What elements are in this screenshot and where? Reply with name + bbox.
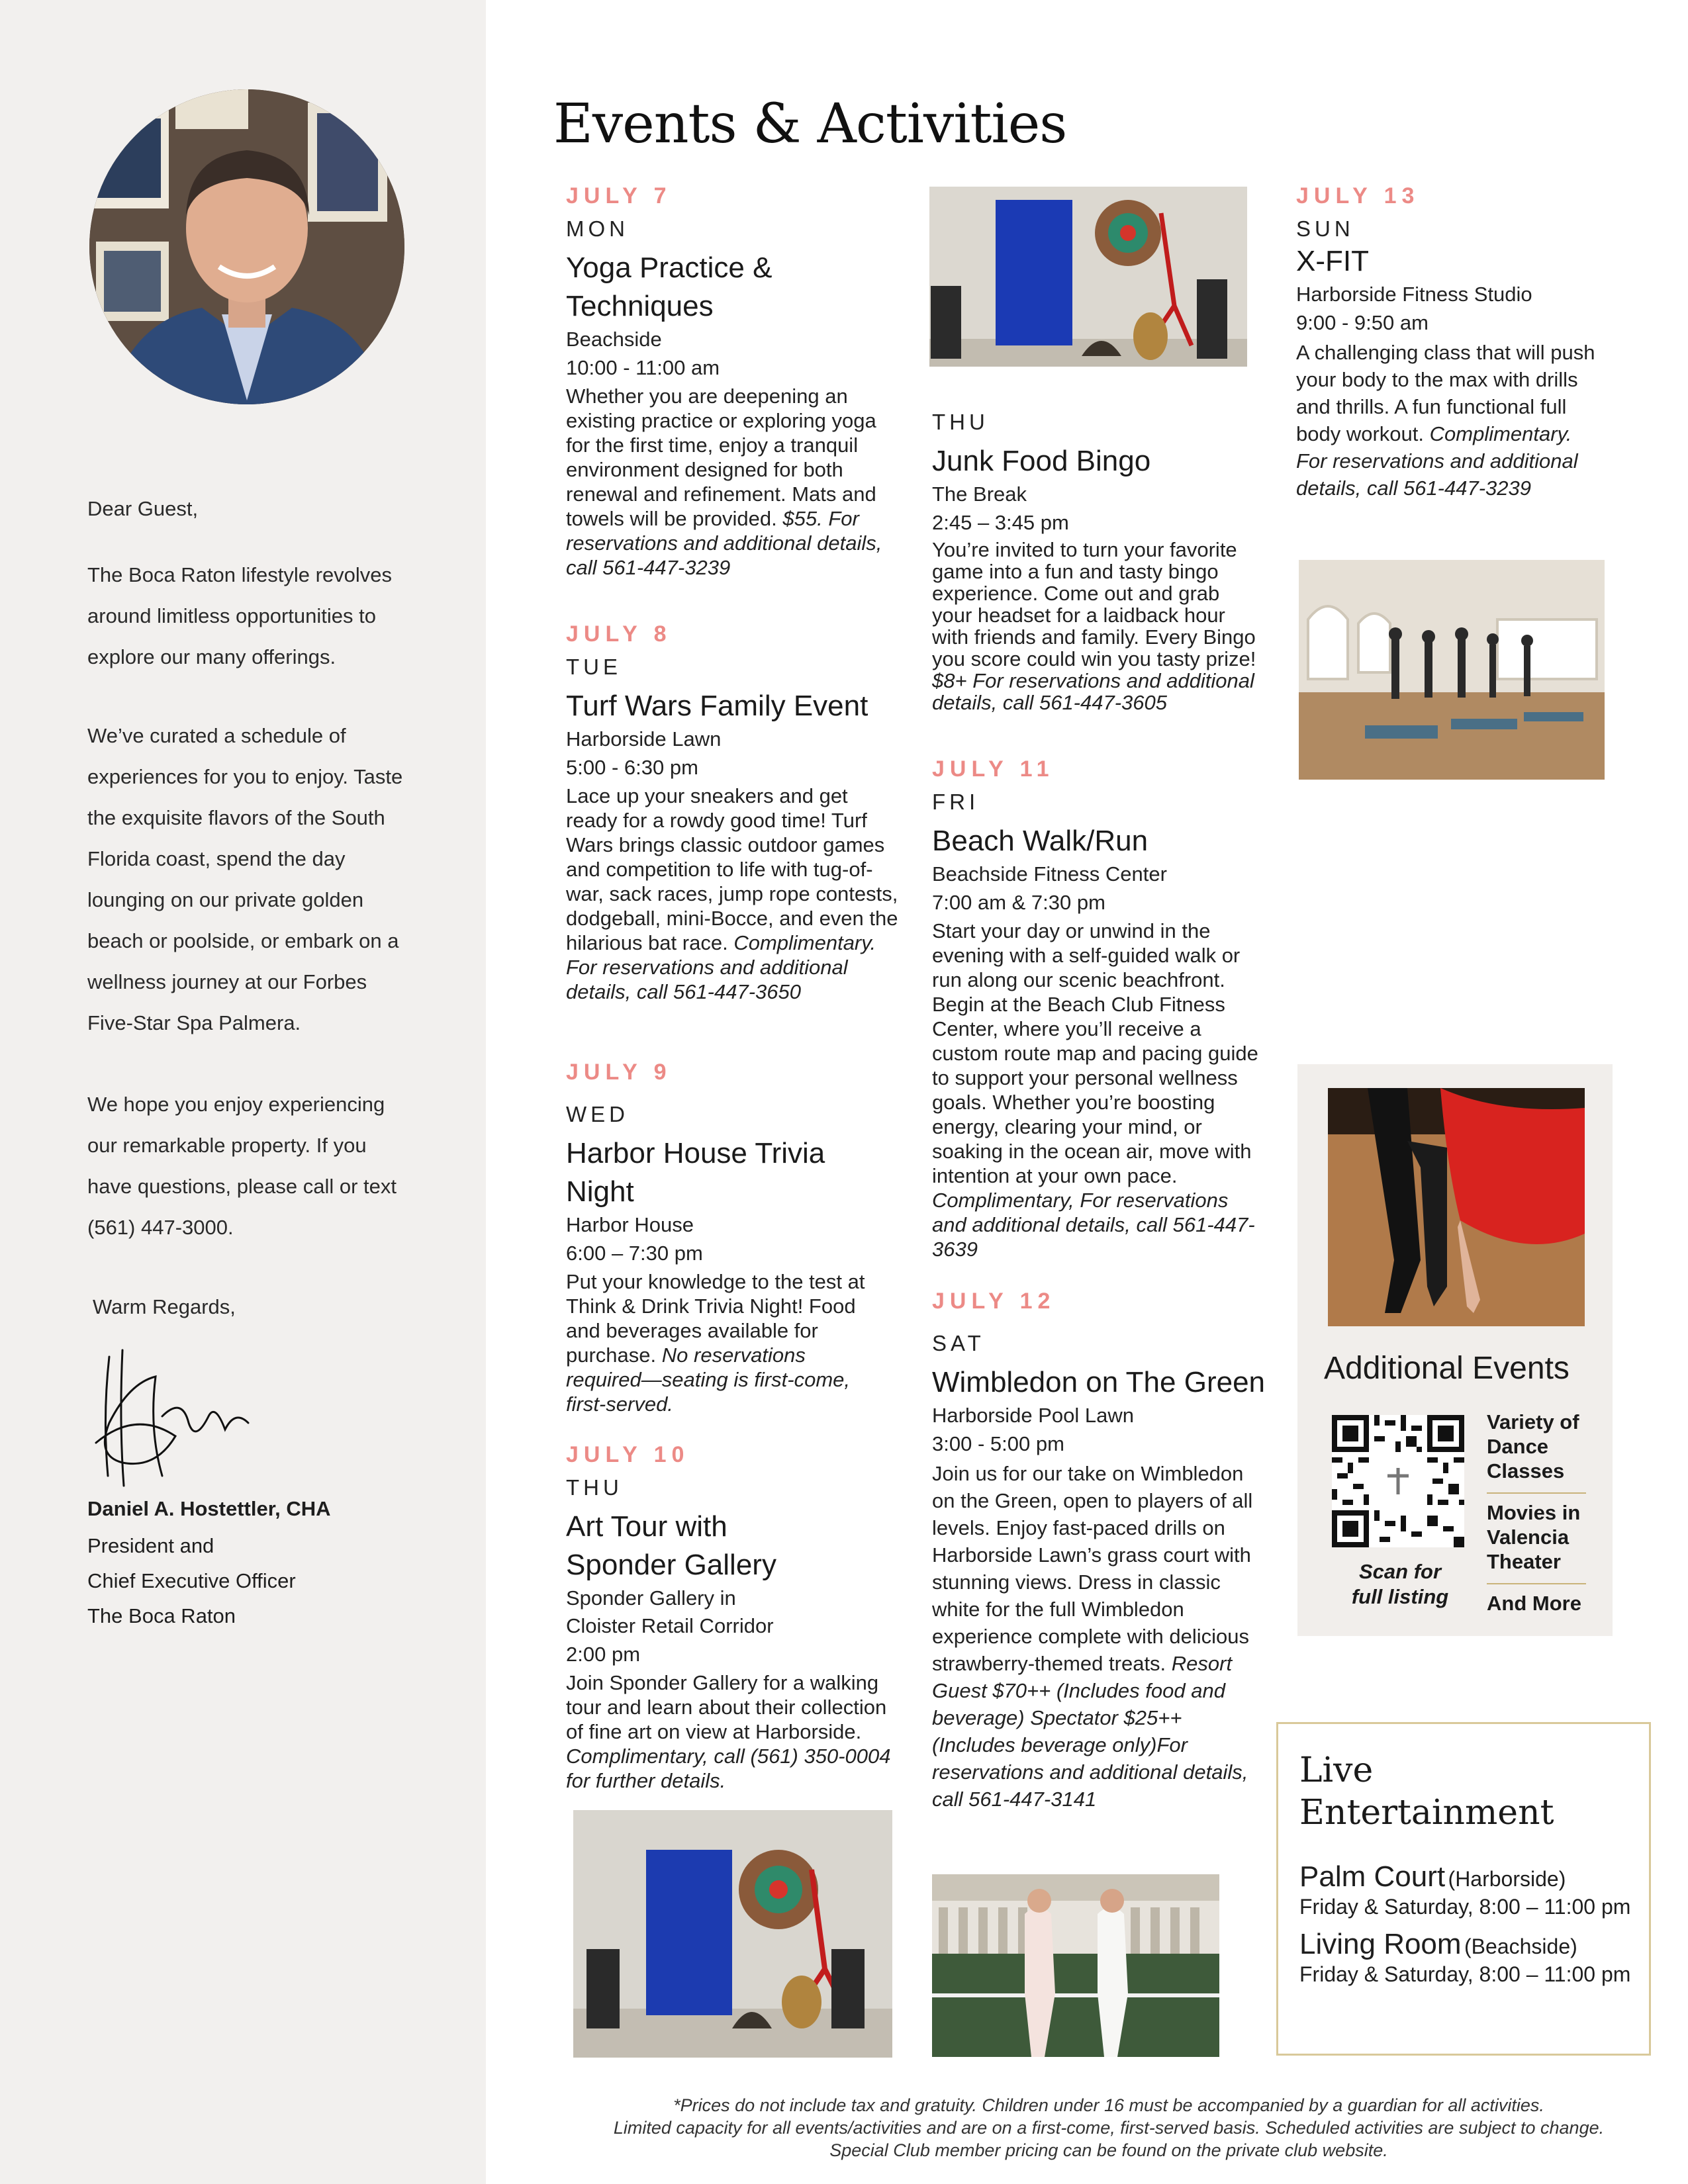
event-description: Put your knowledge to the test at Think & Drink Trivia Night! Food and beverages available for purchase. No reservations required—seating is first-come, first-served. (566, 1270, 865, 1416)
dance-illustration (1328, 1088, 1585, 1326)
letter-line: We’ve curated a schedule of (87, 724, 346, 747)
venue-area: (Beachside) (1464, 1934, 1577, 1958)
signer-org: The Boca Raton (87, 1604, 236, 1627)
event-wimbledon (932, 1288, 1266, 1813)
qr-code-pattern (1332, 1415, 1464, 1547)
event-day: MON (566, 216, 629, 241)
event-time: 5:00 - 6:30 pm (566, 756, 698, 779)
event-location: Beachside (566, 328, 662, 351)
event-details: No reservations required—seating is first-come, first-served. (566, 1343, 850, 1416)
event-day: FRI (932, 790, 980, 814)
additional-events-list (1487, 1410, 1586, 1615)
event-description: Join us for our take on Wimbledon on the Green, open to players of all levels. Enjoy fast-paced drills on Harborside Lawn’s grass court with stunning views. Dress in classic white for the full Wimbledon experience complete with delicious strawberry-themed treats. Resort Guest $70++ (Includes food and beverage) Spectator $25++ (Includes beverage only)For reservations and additional details, call 561-447-3141 (932, 1462, 1253, 1811)
event-location: The Break (932, 482, 1027, 506)
venue-area: (Harborside) (1448, 1867, 1566, 1891)
tennis-photo (932, 1874, 1219, 2057)
fitness-illustration (1299, 560, 1605, 780)
event-details: Complimentary, call (561) 350-0004 for further details. (566, 1745, 891, 1792)
event-description: Join Sponder Gallery for a walking tour and learn about their collection of fine art on view at Harborside. Complimentary, call (561) 350-0004 for further details. (566, 1671, 891, 1792)
letter-closing: Warm Regards, (93, 1295, 236, 1318)
live-entertainment-panel (1276, 1722, 1651, 2056)
venue-name: Living Room (1299, 1928, 1462, 1960)
qr-caption-line: full listing (1351, 1585, 1449, 1608)
event-description: Whether you are deepening an existing practice or exploring yoga for the first time, enjoy a tranquil environment designed for both renewal and refinement. Mats and towels will be provided. $55. For reservations and additional details, call 561-447-3239 (566, 385, 882, 579)
event-details: $8+ For reservations and additional details, call 561-447-3605 (932, 669, 1254, 714)
event-description: Lace up your sneakers and get ready for a rowdy good time! Turf Wars brings classic outdoor games and competition to life with tug-of-war, sack races, jump rope contests, dodgeball, mini-Bocce, and even the hilarious bat race. Complimentary. For reservations and additional details, call 561-447-3650 (566, 784, 898, 1003)
event-title: Art Tour with Sponder Gallery (566, 1510, 776, 1581)
letter-line: We hope you enjoy experiencing (87, 1093, 385, 1116)
venue-palm-court (1299, 1860, 1630, 1919)
event-day: THU (566, 1475, 623, 1500)
signer-title: President and (87, 1534, 214, 1557)
event-time: 3:00 - 5:00 pm (932, 1432, 1064, 1455)
qr-caption-line: Scan for (1358, 1560, 1442, 1583)
tennis-illustration (932, 1874, 1219, 2057)
page-title: Events & Activities (553, 93, 1067, 156)
letter-line: have questions, please call or text (87, 1175, 397, 1198)
venue-schedule: Friday & Saturday, 8:00 – 11:00 pm (1299, 1962, 1631, 1986)
event-day: SAT (932, 1331, 985, 1355)
letter-line: beach or poolside, or embark on a (87, 929, 399, 952)
event-title: Yoga Practice & Techniques (566, 251, 773, 322)
live-title-line: Live (1299, 1751, 1374, 1790)
footnote-line: Special Club member pricing can be found on the private club website. (829, 2140, 1388, 2160)
event-location: Beachside Fitness Center (932, 862, 1167, 886)
event-trivia (566, 1059, 884, 1416)
letter-line: experiences for you to enjoy. Taste (87, 765, 403, 788)
footnote-line: *Prices do not include tax and gratuity. Children under 16 must be accompanied by a guardian for all activities. (673, 2095, 1544, 2115)
event-turf-wars (566, 621, 900, 1004)
event-time: 2:45 – 3:45 pm (932, 511, 1069, 534)
dance-photo (1328, 1088, 1585, 1326)
live-title-line: Entertainment (1299, 1793, 1554, 1833)
letter-line: lounging on our private golden (87, 888, 364, 911)
event-date: JULY 12 (932, 1289, 1056, 1314)
event-yoga (566, 183, 897, 580)
event-location: Sponder Gallery in Cloister Retail Corridor (566, 1586, 774, 1637)
gallery-illustration (573, 1810, 892, 2058)
qr-code[interactable] (1332, 1415, 1464, 1547)
event-time: 2:00 pm (566, 1643, 641, 1666)
gallery-photo (929, 187, 1247, 367)
event-date: JULY 8 (566, 621, 672, 647)
event-title: Beach Walk/Run (932, 825, 1149, 857)
portrait-illustration (89, 89, 404, 404)
letter-sidebar (0, 0, 486, 2184)
letter-line: our remarkable property. If you (87, 1134, 367, 1157)
event-details: Complimentary. For reservations and additional details, call 561-447-3650 (566, 931, 876, 1003)
event-time: 6:00 – 7:30 pm (566, 1242, 703, 1265)
letter-line: (561) 447-3000. (87, 1216, 234, 1239)
event-location: Harborside Pool Lawn (932, 1404, 1135, 1427)
event-date: JULY 11 (932, 756, 1055, 782)
letter-line: around limitless opportunities to (87, 604, 376, 627)
letter-line: The Boca Raton lifestyle revolves (87, 563, 393, 586)
event-title: X-FIT (1296, 245, 1369, 277)
event-details: $55. For reservations and additional details, call 561-447-3239 (566, 507, 882, 579)
event-location: Harborside Fitness Studio (1296, 283, 1532, 306)
qr-caption (1324, 1559, 1476, 1610)
event-date: JULY 9 (566, 1060, 672, 1085)
event-day: SUN (1296, 216, 1354, 241)
event-title: Turf Wars Family Event (566, 690, 868, 722)
footnote (563, 2094, 1655, 2161)
venue-living-room (1299, 1928, 1630, 1987)
event-description: A challenging class that will push your body to the max with drills and thrills. A fun functional full body workout. Complimentary. For reservations and additional details, call 561-447-3239 (1296, 341, 1595, 500)
letter-line: Five-Star Spa Palmera. (87, 1011, 301, 1034)
additional-event-item: Variety of Dance Classes (1487, 1410, 1586, 1494)
event-date: JULY 10 (566, 1442, 690, 1467)
event-time: 9:00 - 9:50 am (1296, 311, 1429, 334)
event-description: You’re invited to turn your favorite game into a fun and tasty bingo experience. Come out and grab your headset for a laidback hour with friends and family. Every Bingo you score could win you tasty prize! $8+ For reservations and additional details, call 561-447-3605 (932, 538, 1256, 714)
additional-event-item: And More (1487, 1592, 1581, 1615)
letter-line: the exquisite flavors of the South (87, 806, 385, 829)
event-bingo (932, 402, 1263, 713)
live-entertainment-title (1299, 1749, 1554, 1834)
event-details: Complimentary. For reservations and additional details, call 561-447-3239 (1296, 422, 1578, 500)
event-xfit (1296, 183, 1607, 502)
event-location: Harbor House (566, 1213, 694, 1236)
additional-events-title: Additional Events (1324, 1351, 1570, 1386)
president-portrait (89, 89, 404, 404)
event-beach-walk (932, 756, 1263, 1261)
gallery-photo (573, 1810, 892, 2058)
gallery-illustration (929, 187, 1247, 367)
event-details: Complimentary, For reservations and additional details, call 561-447-3639 (932, 1189, 1255, 1261)
event-art-tour (566, 1441, 894, 1793)
signer-name: Daniel A. Hostettler, CHA (87, 1497, 331, 1520)
letter-line: explore our many offerings. (87, 645, 336, 668)
footnote-line: Limited capacity for all events/activities and are on a first-come, first-served basis. Scheduled activities are subject to change. (613, 2118, 1605, 2138)
event-title: Harbor House Trivia Night (566, 1137, 825, 1208)
event-location: Harborside Lawn (566, 727, 722, 751)
event-details: Resort Guest $70++ (Includes food and beverage) Spectator $25++ (Includes beverage only)For reservations and additional details, call 561-447-3141 (932, 1652, 1248, 1811)
additional-event-item: Movies in Valencia Theater (1487, 1494, 1586, 1584)
additional-events-panel (1297, 1064, 1613, 1636)
letter-salutation: Dear Guest, (87, 497, 199, 520)
event-date: JULY 7 (566, 183, 672, 208)
event-time: 7:00 am & 7:30 pm (932, 891, 1105, 914)
event-time: 10:00 - 11:00 am (566, 356, 720, 379)
signer-title: Chief Executive Officer (87, 1569, 296, 1592)
letter-line: Florida coast, spend the day (87, 847, 346, 870)
event-title: Junk Food Bingo (932, 445, 1151, 477)
handwritten-signature (83, 1343, 261, 1496)
event-description: Start your day or unwind in the evening with a self-guided walk or run along our scenic beachfront. Begin at the Beach Club Fitness Center, where you’ll receive a custom route map and pacing guide to support your personal wellness goals. Whether you’re boosting energy, clearing your mind, or soaking in the ocean air, move with intention at your own pace. Complimentary, For reservations and additional details, call 561-447-3639 (932, 919, 1258, 1261)
event-title: Wimbledon on The Green (932, 1366, 1266, 1398)
fitness-studio-photo (1299, 560, 1605, 780)
event-day: WED (566, 1102, 629, 1126)
venue-schedule: Friday & Saturday, 8:00 – 11:00 pm (1299, 1895, 1631, 1919)
event-day: THU (932, 410, 989, 434)
letter-line: wellness journey at our Forbes (87, 970, 367, 993)
event-day: TUE (566, 655, 622, 679)
venue-name: Palm Court (1299, 1860, 1446, 1893)
event-date: JULY 13 (1296, 183, 1420, 208)
